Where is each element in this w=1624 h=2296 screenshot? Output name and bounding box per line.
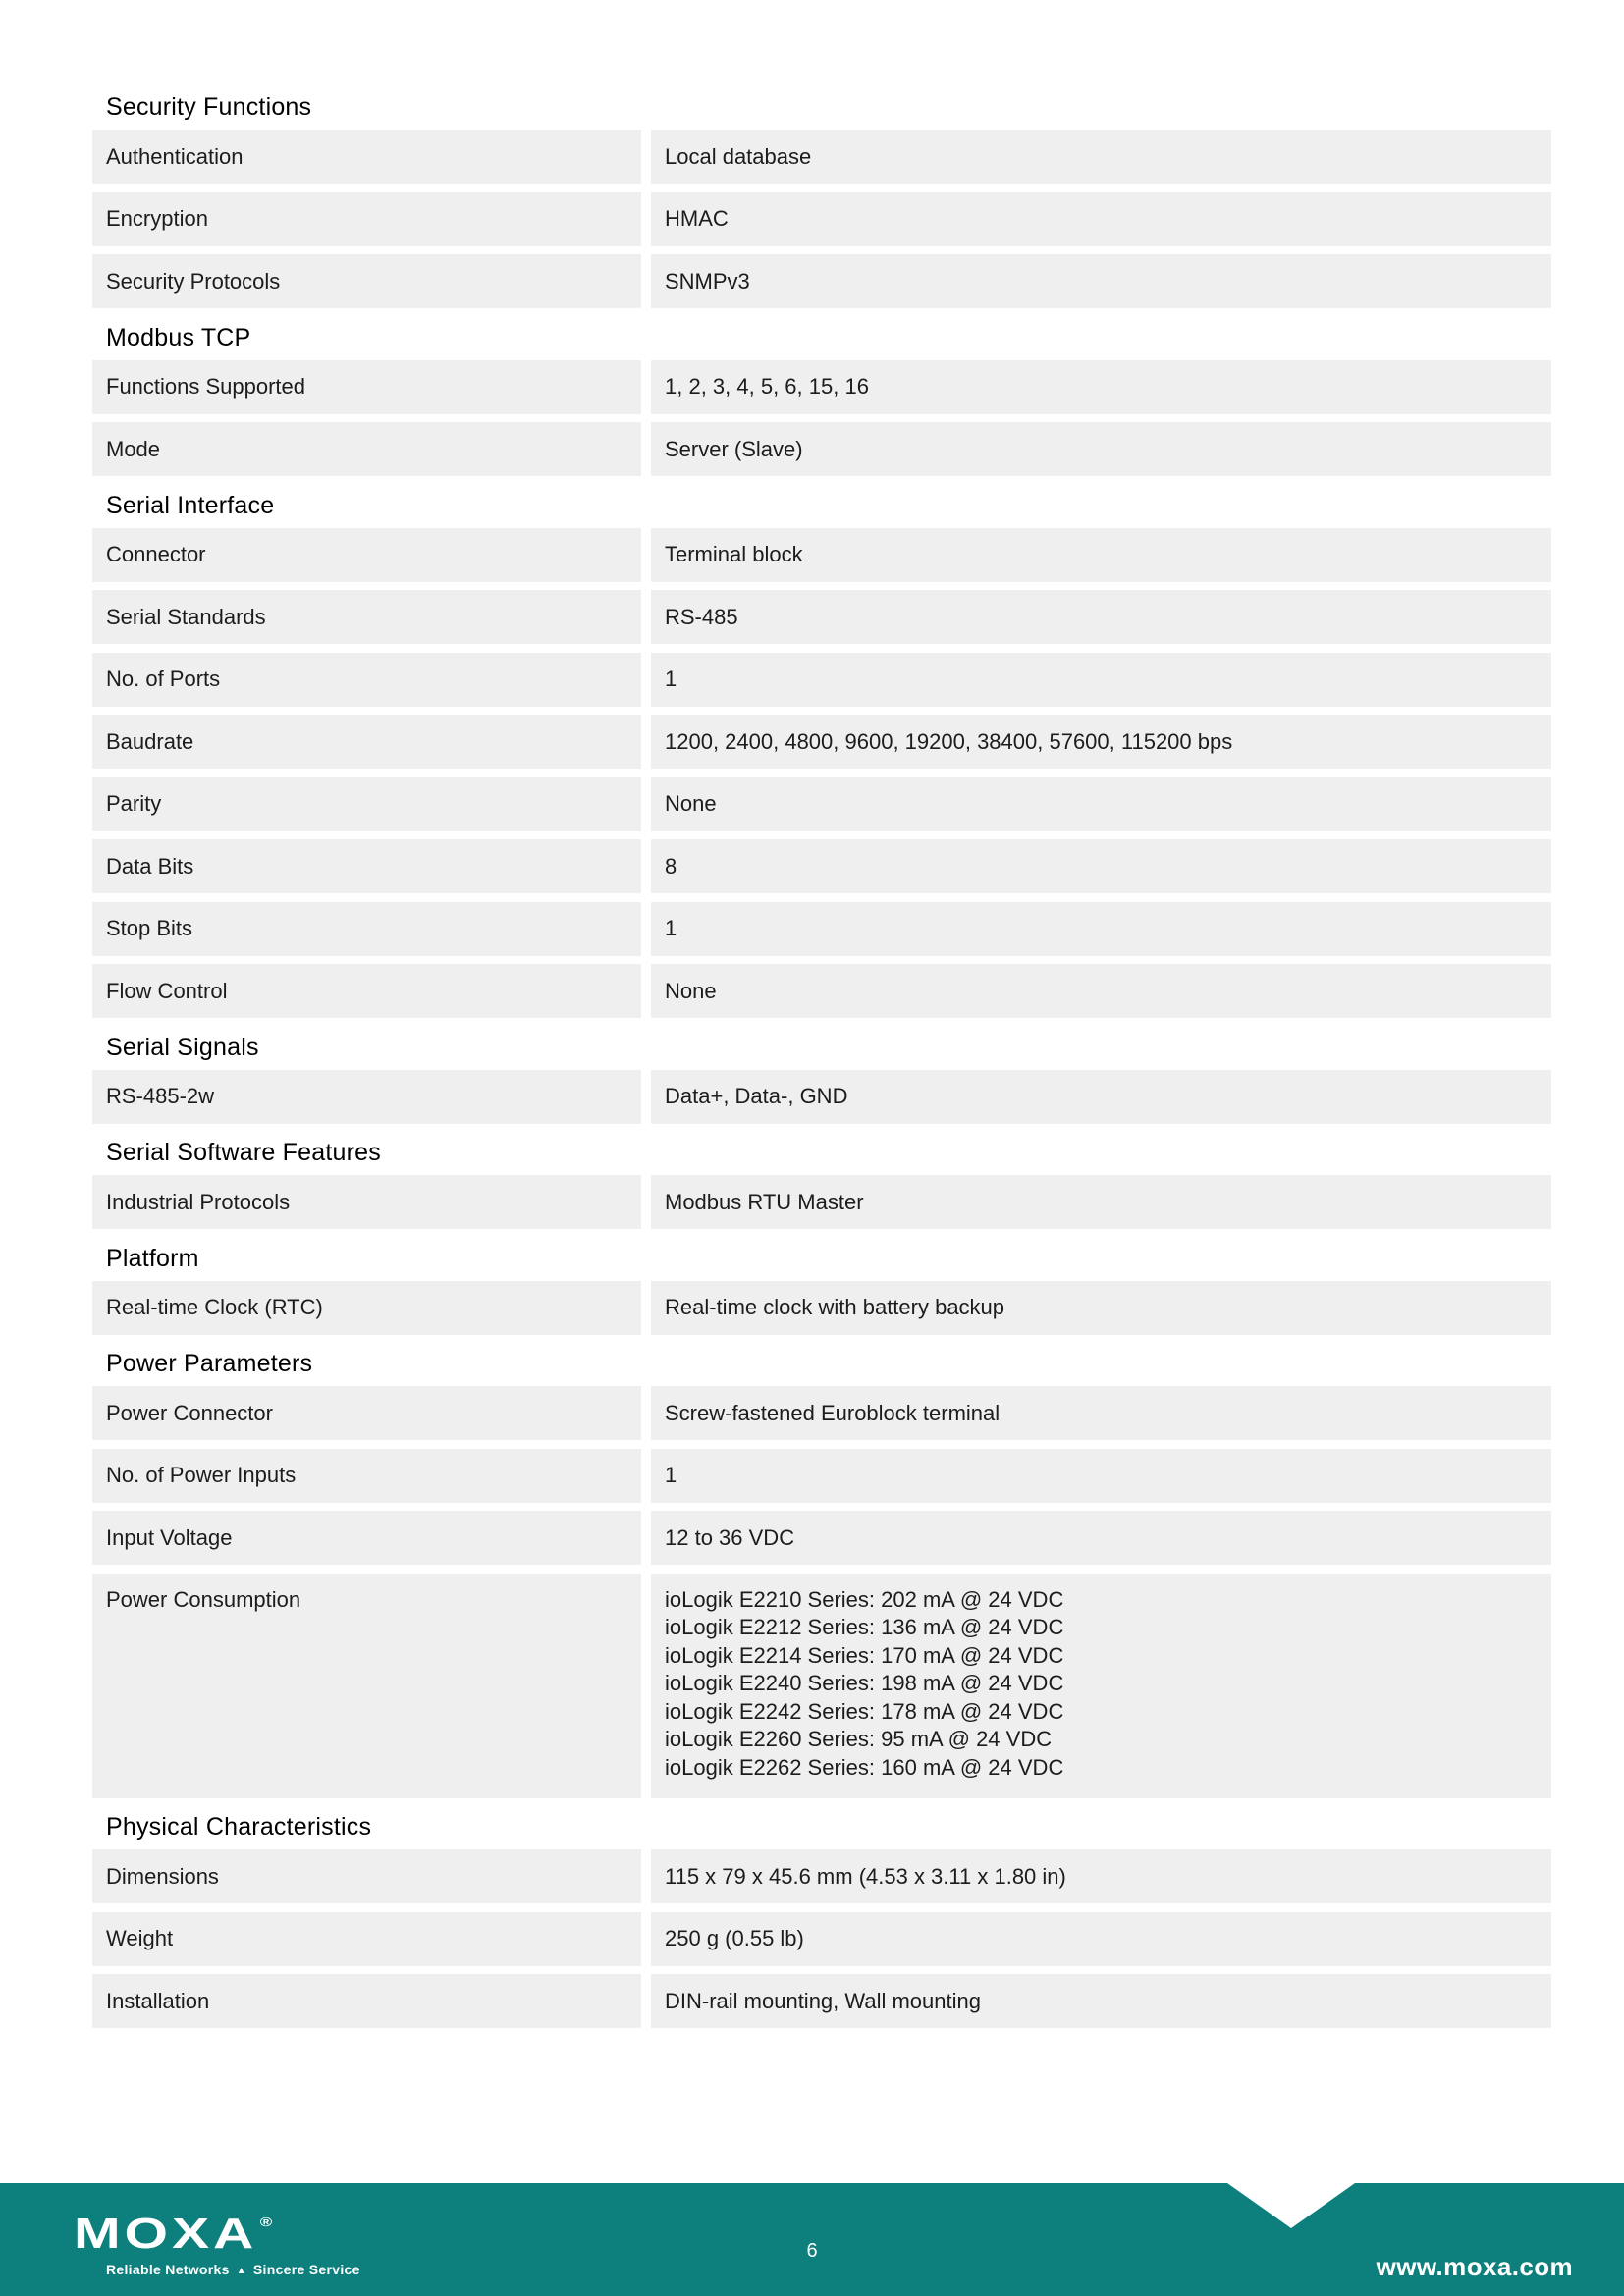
tagline-right: Sincere Service — [252, 2262, 360, 2277]
section-title: Serial Signals — [106, 1033, 259, 1061]
spec-section — [92, 1806, 1551, 2037]
spec-row — [92, 1386, 1551, 1439]
spec-row — [92, 192, 1551, 245]
spec-label: Stop Bits — [92, 902, 641, 955]
spec-section — [92, 1343, 1551, 1806]
spec-label: Parity — [92, 777, 641, 830]
spec-value: HMAC — [651, 192, 1551, 245]
spec-row — [92, 653, 1551, 706]
spec-value: 12 to 36 VDC — [651, 1511, 1551, 1564]
spec-label: Encryption — [92, 192, 641, 245]
spec-label: Input Voltage — [92, 1511, 641, 1564]
brand-name: MOXA — [74, 2210, 258, 2258]
spec-value: Local database — [651, 130, 1551, 183]
spec-row — [92, 254, 1551, 307]
section-title: Serial Interface — [106, 491, 275, 519]
spec-value: Screw-fastened Euroblock terminal — [651, 1386, 1551, 1439]
spec-label: Functions Supported — [92, 360, 641, 413]
spec-row — [92, 715, 1551, 768]
section-title: Security Functions — [106, 93, 312, 121]
spec-value-line: ioLogik E2242 Series: 178 mA @ 24 VDC — [665, 1698, 1064, 1724]
spec-value: Real-time clock with battery backup — [651, 1281, 1551, 1334]
spec-label: Data Bits — [92, 839, 641, 892]
spec-value-line: ioLogik E2262 Series: 160 mA @ 24 VDC — [665, 1754, 1064, 1780]
spec-label: Industrial Protocols — [92, 1175, 641, 1228]
spec-value: 250 g (0.55 lb) — [651, 1912, 1551, 1965]
spec-row — [92, 1175, 1551, 1228]
triangle-icon: ▲ — [236, 2266, 246, 2276]
spec-value: Server (Slave) — [651, 422, 1551, 475]
spec-label: Dimensions — [92, 1849, 641, 1902]
spec-label: Connector — [92, 528, 641, 581]
spec-row — [92, 1511, 1551, 1564]
ribbon-notch — [1227, 2183, 1355, 2228]
spec-label: Power Connector — [92, 1386, 641, 1439]
spec-value: RS-485 — [651, 590, 1551, 643]
spec-label: Real-time Clock (RTC) — [92, 1281, 641, 1334]
spec-value-line: ioLogik E2260 Series: 95 mA @ 24 VDC — [665, 1727, 1053, 1751]
registered-trademark-icon: ® — [259, 2215, 273, 2229]
page-number: 6 — [806, 2240, 818, 2262]
spec-value-line: ioLogik E2240 Series: 198 mA @ 24 VDC — [665, 1671, 1064, 1695]
spec-section — [92, 1132, 1551, 1238]
spec-row — [92, 1912, 1551, 1965]
spec-label: No. of Ports — [92, 653, 641, 706]
moxa-logo — [74, 2201, 360, 2277]
spec-value: SNMPv3 — [651, 254, 1551, 307]
spec-row — [92, 422, 1551, 475]
spec-row — [92, 1281, 1551, 1334]
spec-value: 115 x 79 x 45.6 mm (4.53 x 3.11 x 1.80 in) — [651, 1849, 1551, 1902]
website-link[interactable]: www.moxa.com — [1376, 2252, 1573, 2281]
spec-row — [92, 902, 1551, 955]
spec-label: Flow Control — [92, 964, 641, 1017]
spec-label: Baudrate — [92, 715, 641, 768]
spec-sections — [92, 0, 1551, 2037]
spec-row — [92, 1849, 1551, 1902]
spec-label: Authentication — [92, 130, 641, 183]
spec-row — [92, 839, 1551, 892]
spec-value-line: ioLogik E2212 Series: 136 mA @ 24 VDC — [665, 1615, 1064, 1639]
spec-value — [651, 1574, 1551, 1797]
section-title: Serial Software Features — [106, 1139, 381, 1166]
spec-section — [92, 86, 1551, 317]
spec-section — [92, 317, 1551, 485]
spec-row — [92, 1449, 1551, 1502]
spec-row — [92, 360, 1551, 413]
spec-label: Serial Standards — [92, 590, 641, 643]
spec-value: None — [651, 964, 1551, 1017]
spec-section — [92, 1027, 1551, 1133]
spec-label: Power Consumption — [92, 1574, 641, 1797]
moxa-wordmark — [74, 2201, 446, 2256]
spec-value: None — [651, 777, 1551, 830]
spec-row — [92, 964, 1551, 1017]
spec-label: Mode — [92, 422, 641, 475]
section-title: Modbus TCP — [106, 323, 251, 351]
tagline-left: Reliable Networks — [106, 2262, 230, 2277]
spec-section — [92, 1238, 1551, 1344]
section-title: Physical Characteristics — [106, 1813, 372, 1841]
spec-row — [92, 528, 1551, 581]
spec-value: 1200, 2400, 4800, 9600, 19200, 38400, 57600, 115200 bps — [651, 715, 1551, 768]
spec-label: Security Protocols — [92, 254, 641, 307]
spec-label: No. of Power Inputs — [92, 1449, 641, 1502]
spec-value: Data+, Data-, GND — [651, 1070, 1551, 1123]
section-title: Power Parameters — [106, 1350, 313, 1377]
spec-value-line: ioLogik E2214 Series: 170 mA @ 24 VDC — [665, 1642, 1064, 1668]
spec-value: Terminal block — [651, 528, 1551, 581]
spec-row — [92, 777, 1551, 830]
spec-label: RS-485-2w — [92, 1070, 641, 1123]
spec-value: 1 — [651, 902, 1551, 955]
spec-row — [92, 1974, 1551, 2027]
spec-row — [92, 590, 1551, 643]
spec-label: Installation — [92, 1974, 641, 2027]
spec-label: Weight — [92, 1912, 641, 1965]
spec-row — [92, 1574, 1551, 1797]
spec-value: DIN-rail mounting, Wall mounting — [651, 1974, 1551, 2027]
spec-value: 8 — [651, 839, 1551, 892]
spec-row — [92, 130, 1551, 183]
page-footer — [0, 2183, 1624, 2296]
spec-value-line: ioLogik E2210 Series: 202 mA @ 24 VDC — [665, 1586, 1064, 1612]
spec-row — [92, 1070, 1551, 1123]
spec-value: 1, 2, 3, 4, 5, 6, 15, 16 — [651, 360, 1551, 413]
brand-tagline — [106, 2262, 360, 2277]
spec-value: 1 — [651, 1449, 1551, 1502]
spec-value: 1 — [651, 653, 1551, 706]
section-title: Platform — [106, 1244, 199, 1272]
spec-section — [92, 485, 1551, 1027]
spec-value: Modbus RTU Master — [651, 1175, 1551, 1228]
